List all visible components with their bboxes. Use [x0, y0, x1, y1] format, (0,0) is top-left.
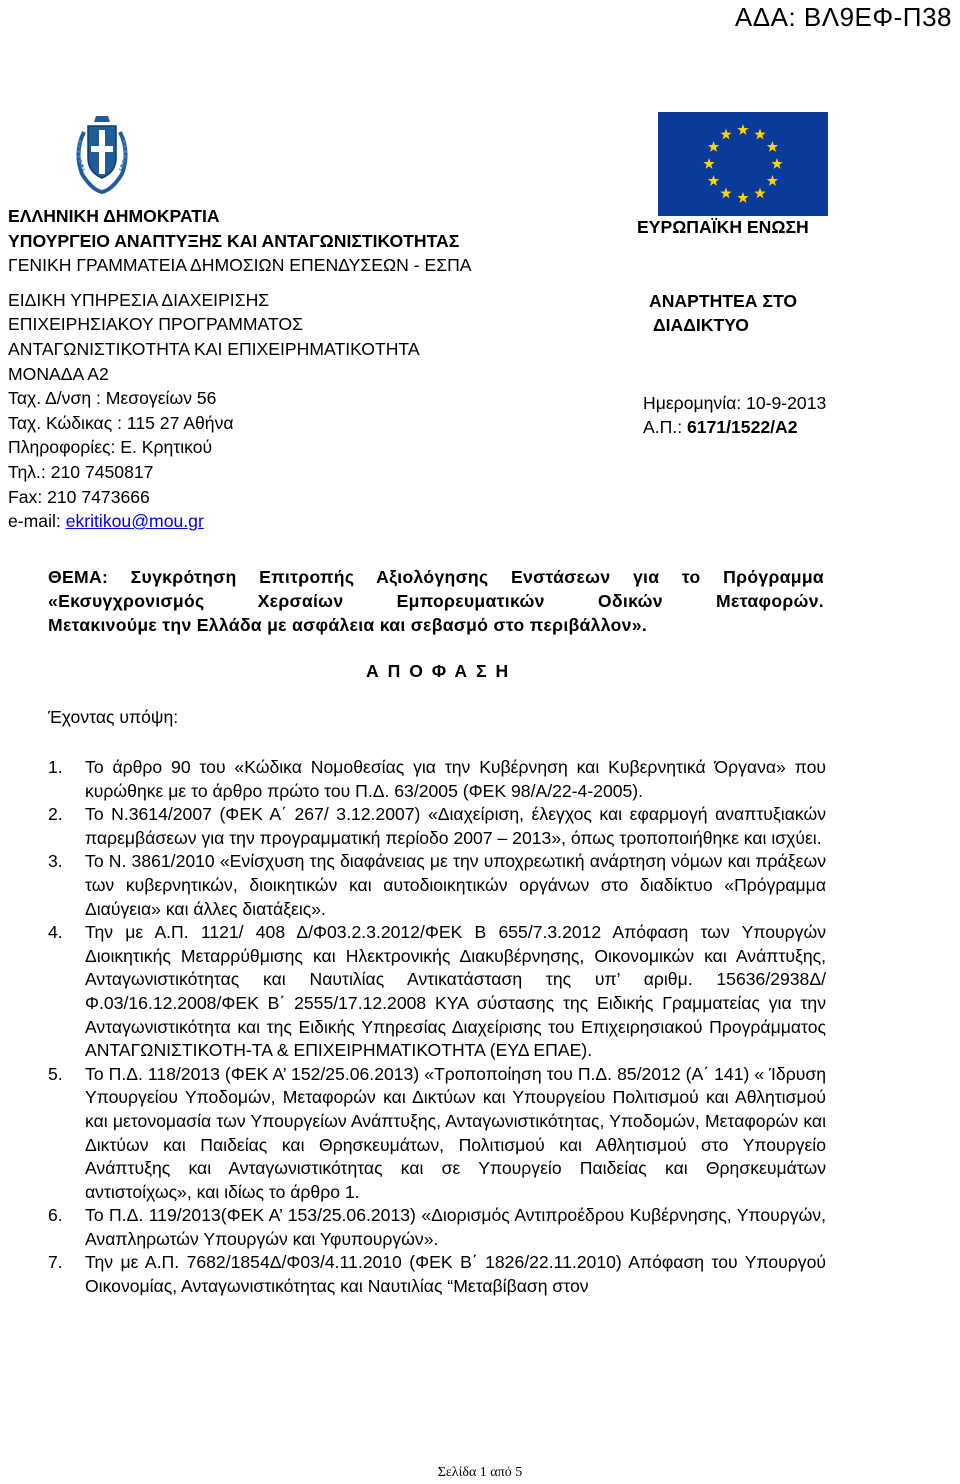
- protocol-value: 6171/1522/Α2: [687, 417, 798, 437]
- item-text: Την με Α.Π. 7682/1854Δ/Φ03/4.11.2010 (ΦΕΚ Β΄ 1826/22.11.2010) Απόφαση του Υπουργού Οικονομίας, Ανταγωνιστικότητας και Ναυτιλίας “Μεταβίβαση στον: [85, 1252, 826, 1297]
- subject: [48, 565, 824, 637]
- protocol-number: [637, 415, 937, 439]
- list-item: [48, 1251, 826, 1298]
- considerations-list: [48, 756, 826, 1299]
- item-text: Το άρθρο 90 του «Κώδικα Νομοθεσίας για την Κυβέρνηση και Κυβερνητικά Όργανα» που κυρώθηκε με το άρθρο πρώτο του Π.Δ. 63/2005 (ΦΕΚ 98/Α/22-4-2005).: [85, 757, 826, 801]
- protocol-label: Α.Π.:: [643, 417, 687, 437]
- item-number: 6.: [48, 1205, 63, 1226]
- decision-title: Α Π Ο Φ Α Σ Η: [366, 661, 511, 681]
- page-footer: Σελίδα 1 από 5: [437, 1465, 523, 1480]
- considering-label: Έχοντας υπόψη:: [48, 707, 179, 727]
- list-item: [48, 1204, 826, 1251]
- post-notice-line2: ΔΙΑΔΙΚΤΥΟ: [653, 315, 749, 335]
- ada-code: ΑΔΑ: ΒΛ9ΕΦ-Π38: [734, 2, 952, 32]
- sender-service-line: ΜΟΝΑΔΑ Α2: [8, 363, 109, 384]
- post-notice-line1: ΑΝΑΡΤΗΤΕΑ ΣΤΟ: [649, 291, 798, 311]
- sender-service-line: ΕΙΔΙΚΗ ΥΠΗΡΕΣΙΑ ΔΙΑΧΕΙΡΙΣΗΣ: [8, 289, 270, 310]
- item-number: 5.: [48, 1063, 63, 1084]
- item-text: Το Ν.3614/2007 (ΦΕΚ Α΄ 267/ 3.12.2007) «Διαχείριση, έλεγχος και εφαρμογή αναπτυξιακών παρεμβάσεων για την προγραμματική περίοδο 2007 – 2013», όπως τροποποιήθηκε και ισχύει.: [85, 804, 826, 848]
- item-number: 1.: [48, 757, 63, 777]
- item-number: 7.: [48, 1252, 63, 1273]
- sender-email-row: [8, 509, 608, 534]
- sender-service-line: ΕΠΙΧΕΙΡΗΣΙΑΚΟΥ ΠΡΟΓΡΑΜΜΑΤΟΣ: [8, 314, 303, 335]
- list-item: [48, 921, 826, 1063]
- recipient-block: [637, 215, 937, 439]
- sender-info: Πληροφορίες: Ε. Κρητικού: [8, 437, 213, 458]
- sender-postcode: Ταχ. Κώδικας : 115 27 Αθήνα: [8, 412, 234, 433]
- subject-line: Μετακινούμε την Ελλάδα με ασφάλεια και σεβασμό στο περιβάλλον».: [48, 615, 648, 635]
- sender-block: [8, 204, 608, 534]
- sender-address: Ταχ. Δ/νση : Μεσογείων 56: [8, 388, 217, 409]
- sender-republic: ΕΛΛΗΝΙΚΗ ΔΗΜΟΚΡΑΤΙΑ: [8, 206, 220, 226]
- item-text: Την με Α.Π. 1121/ 408 Δ/Φ03.2.3.2012/ΦΕΚ Β 655/7.3.2012 Απόφαση των Υπουργών Διοικητικής Μεταρρύθμισης και Ηλεκτρονικής Διακυβέρνησης, Οικονομικών και Ανάπτυξης, Ανταγωνιστικότητας και Ναυτιλίας Αντικατάσταση της υπ’ αριθμ. 15636/2938Δ/Φ.03/16.12.2008/ΦΕΚ Β΄ 2555/17.12.2008 ΚΥΑ σύστασης της Ειδικής Γραμματείας για την Ανταγωνιστικότητα και της Ειδικής Υπηρεσίας Διαχείρισης του Επιχειρησιακού Προγράμματος ΑΝΤΑΓΩΝΙΣΤΙΚΟΤΗ-ΤΑ & ΕΠΙΧΕΙΡΗΜΑΤΙΚΟΤΗΤΑ (ΕΥΔ ΕΠΑΕ).: [85, 922, 826, 1061]
- item-number: 4.: [48, 922, 63, 943]
- list-item: [48, 756, 826, 803]
- item-number: 3.: [48, 851, 63, 872]
- sender-ministry: ΥΠΟΥΡΓΕΙΟ ΑΝΑΠΤΥΞΗΣ ΚΑΙ ΑΝΤΑΓΩΝΙΣΤΙΚΟΤΗΤΑΣ: [8, 230, 460, 251]
- eu-label: ΕΥΡΩΠΑΪΚΗ ΕΝΩΣΗ: [637, 217, 809, 237]
- sender-secretariat: ΓΕΝΙΚΗ ΓΡΑΜΜΑΤΕΙΑ ΔΗΜΟΣΙΩΝ ΕΠΕΝΔΥΣΕΩΝ - ΕΣΠΑ: [8, 255, 472, 276]
- sender-phone: Τηλ.: 210 7450817: [8, 461, 154, 482]
- item-text: Το Π.Δ. 119/2013(ΦΕΚ Α’ 153/25.06.2013) «Διορισμός Αντιπροέδρου Κυβέρνησης, Υπουργών, Αναπληρωτών Υπουργών και Υφυπουργών».: [85, 1205, 826, 1249]
- email-link[interactable]: ekritikou@mou.gr: [65, 511, 204, 532]
- list-item: [48, 803, 826, 850]
- item-text: Το Ν. 3861/2010 «Ενίσχυση της διαφάνειας με την υποχρεωτική ανάρτηση νόμων και πράξεων των κυβερνητικών, διοικητικών και αυτοδιοικητικών οργάνων στο διαδίκτυο «Πρόγραμμα Διαύγεια» και άλλες διατάξεις».: [85, 851, 826, 919]
- item-number: 2.: [48, 804, 63, 825]
- item-text: Το Π.Δ. 118/2013 (ΦΕΚ Α’ 152/25.06.2013) «Τροποποίηση του Π.Δ. 85/2012 (Α΄ 141) « Ίδρυση Υπουργείου Υποδομών, Μεταφορών και Δικτύων και Υπουργείου Πολιτισμού και Αθλητισμού και μετονομασία των Υπουργείων Ανάπτυξης, Ανταγωνιστικότητας, Υποδομών, Μεταφορών και Δικτύων και Παιδείας και Θρησκευμάτων, Πολιτισμού και Αθλητισμού στο Υπουργείο Ανάπτυξης και Ανταγωνιστικότητας και σε Υπουργείο Παιδείας και Θρησκευμάτων αντιστοίχως», και ιδίως το άρθρο 1.: [85, 1063, 826, 1202]
- doc-date: Ημερομηνία: 10-9-2013: [643, 393, 827, 413]
- list-item: [48, 1063, 826, 1205]
- email-label: e-mail:: [8, 511, 66, 532]
- post-notice: [637, 289, 937, 337]
- sender-fax: Fax: 210 7473666: [8, 486, 150, 507]
- subject-line: ΘΕΜΑ: Συγκρότηση Επιτροπής Αξιολόγησης Ενστάσεων για το Πρόγραμμα: [48, 567, 824, 587]
- eu-flag-icon: [658, 112, 828, 216]
- greek-emblem-icon: [72, 112, 132, 194]
- list-item: [48, 850, 826, 921]
- subject-line: «Εκσυγχρονισμός Χερσαίων Εμπορευματικών Οδικών Μεταφορών.: [48, 591, 824, 611]
- sender-service-line: ΑΝΤΑΓΩΝΙΣΤΙΚΟΤΗΤΑ ΚΑΙ ΕΠΙΧΕΙΡΗΜΑΤΙΚΟΤΗΤΑ: [8, 338, 420, 359]
